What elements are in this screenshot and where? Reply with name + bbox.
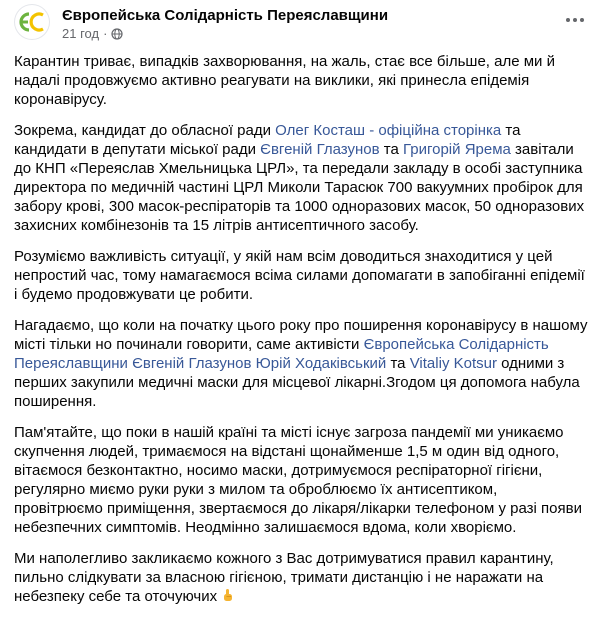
text-span: Ми наполегливо закликаємо кожного з Вас дотримуватися правил карантину, пильно слідкувати за власною гігієною, тримати дистанцію і не наражати на небезпеку себе та оточуючих [14, 550, 554, 605]
paragraph-4 [14, 316, 589, 411]
paragraph-2 [14, 121, 589, 235]
es-logo-icon [18, 11, 46, 33]
post-header [14, 4, 587, 42]
text-span: Нагадаємо, що коли на початку цього року про поширення коронавірусу в нашому місті тільки но починали говорити, саме активісти [14, 317, 588, 353]
post-time[interactable]: 21 год [62, 26, 100, 41]
post-body [14, 52, 589, 618]
page-name-link[interactable]: Європейська Солідарність Переяславщини [62, 7, 389, 24]
pointing-hand-emoji-icon [221, 588, 235, 602]
mention-yevhenii-hlazunov[interactable]: Євгеній Глазунов [260, 141, 380, 158]
more-horizontal-icon[interactable] [563, 10, 587, 30]
globe-icon [111, 28, 123, 40]
mention-oleg-kostash[interactable]: Олег Косташ - офіційна сторінка [275, 122, 502, 139]
text-span: Зокрема, кандидат до обласної ради [14, 122, 276, 139]
text-span: одними з перших закупили медичні маски для місцевої лікарні.Згодом ця допомога набула поширення. [14, 355, 580, 410]
mention-hryhorii-yarema[interactable]: Григорій Ярема [402, 141, 511, 158]
post-meta [62, 26, 123, 41]
page-avatar[interactable] [14, 4, 50, 40]
paragraph-3: Розуміємо важливість ситуації, у якій нам всім доводиться знаходитися у цей непростий час, тому намагаємося всіма силами допомагати в запобіганні епідемії і будемо продовжувати це робити. [14, 248, 585, 303]
paragraph-6 [14, 549, 589, 606]
text-span: завітали до КНП «Переяслав Хмельницька ЦРЛ», та передали закладу в особі заступника директора по медичній частині ЦРЛ Миколи Тарасюк 700 вакуумних пробірок для забору крові, 300 масок-респіраторів та 1000 одноразових масок, 50 одноразових захисних комбінезонів та 15 літрів антисептичного засобу. [14, 141, 585, 234]
text-span: та кандидати в депутати міської ради [14, 122, 521, 158]
mention-vitaliy-kotsur[interactable]: Vitaliy Kotsur [409, 355, 497, 372]
paragraph-1: Карантин триває, випадків захворювання, на жаль, стає все більше, але ми й надалі продовжуємо активно реагувати на виклики, які принесла епідемія коронавірусу. [14, 53, 555, 108]
meta-separator: · [103, 26, 108, 41]
text-span: та [386, 355, 410, 372]
text-span: та [379, 141, 403, 158]
paragraph-5: Пам'ятайте, що поки в нашій країні та місті існує загроза пандемії ми уникаємо скупчення людей, тримаємося на відстані щонайменше 1,5 м один від одного, вітаємося безконтактно, носимо маски, дотримуємося респіраторної гігієни, регулярно миємо руки руки з милом та оброблюємо їх антисептиком, провітрюємо приміщення, звертаємося до лікаря/лікарки телефоном у разі появи небезпечних симптомів. Неодмінно залишаємося вдома, коли хворіємо. [14, 424, 582, 536]
mention-yurii-khodakivskyi[interactable]: Юрій Ходаківський [255, 355, 387, 372]
mention-yevhenii-hlazunov-2[interactable]: Євгеній Глазунов [132, 355, 252, 372]
mention-es-pereiaslavshchyny[interactable]: Європейська Солідарність Переяславщини [14, 336, 549, 372]
